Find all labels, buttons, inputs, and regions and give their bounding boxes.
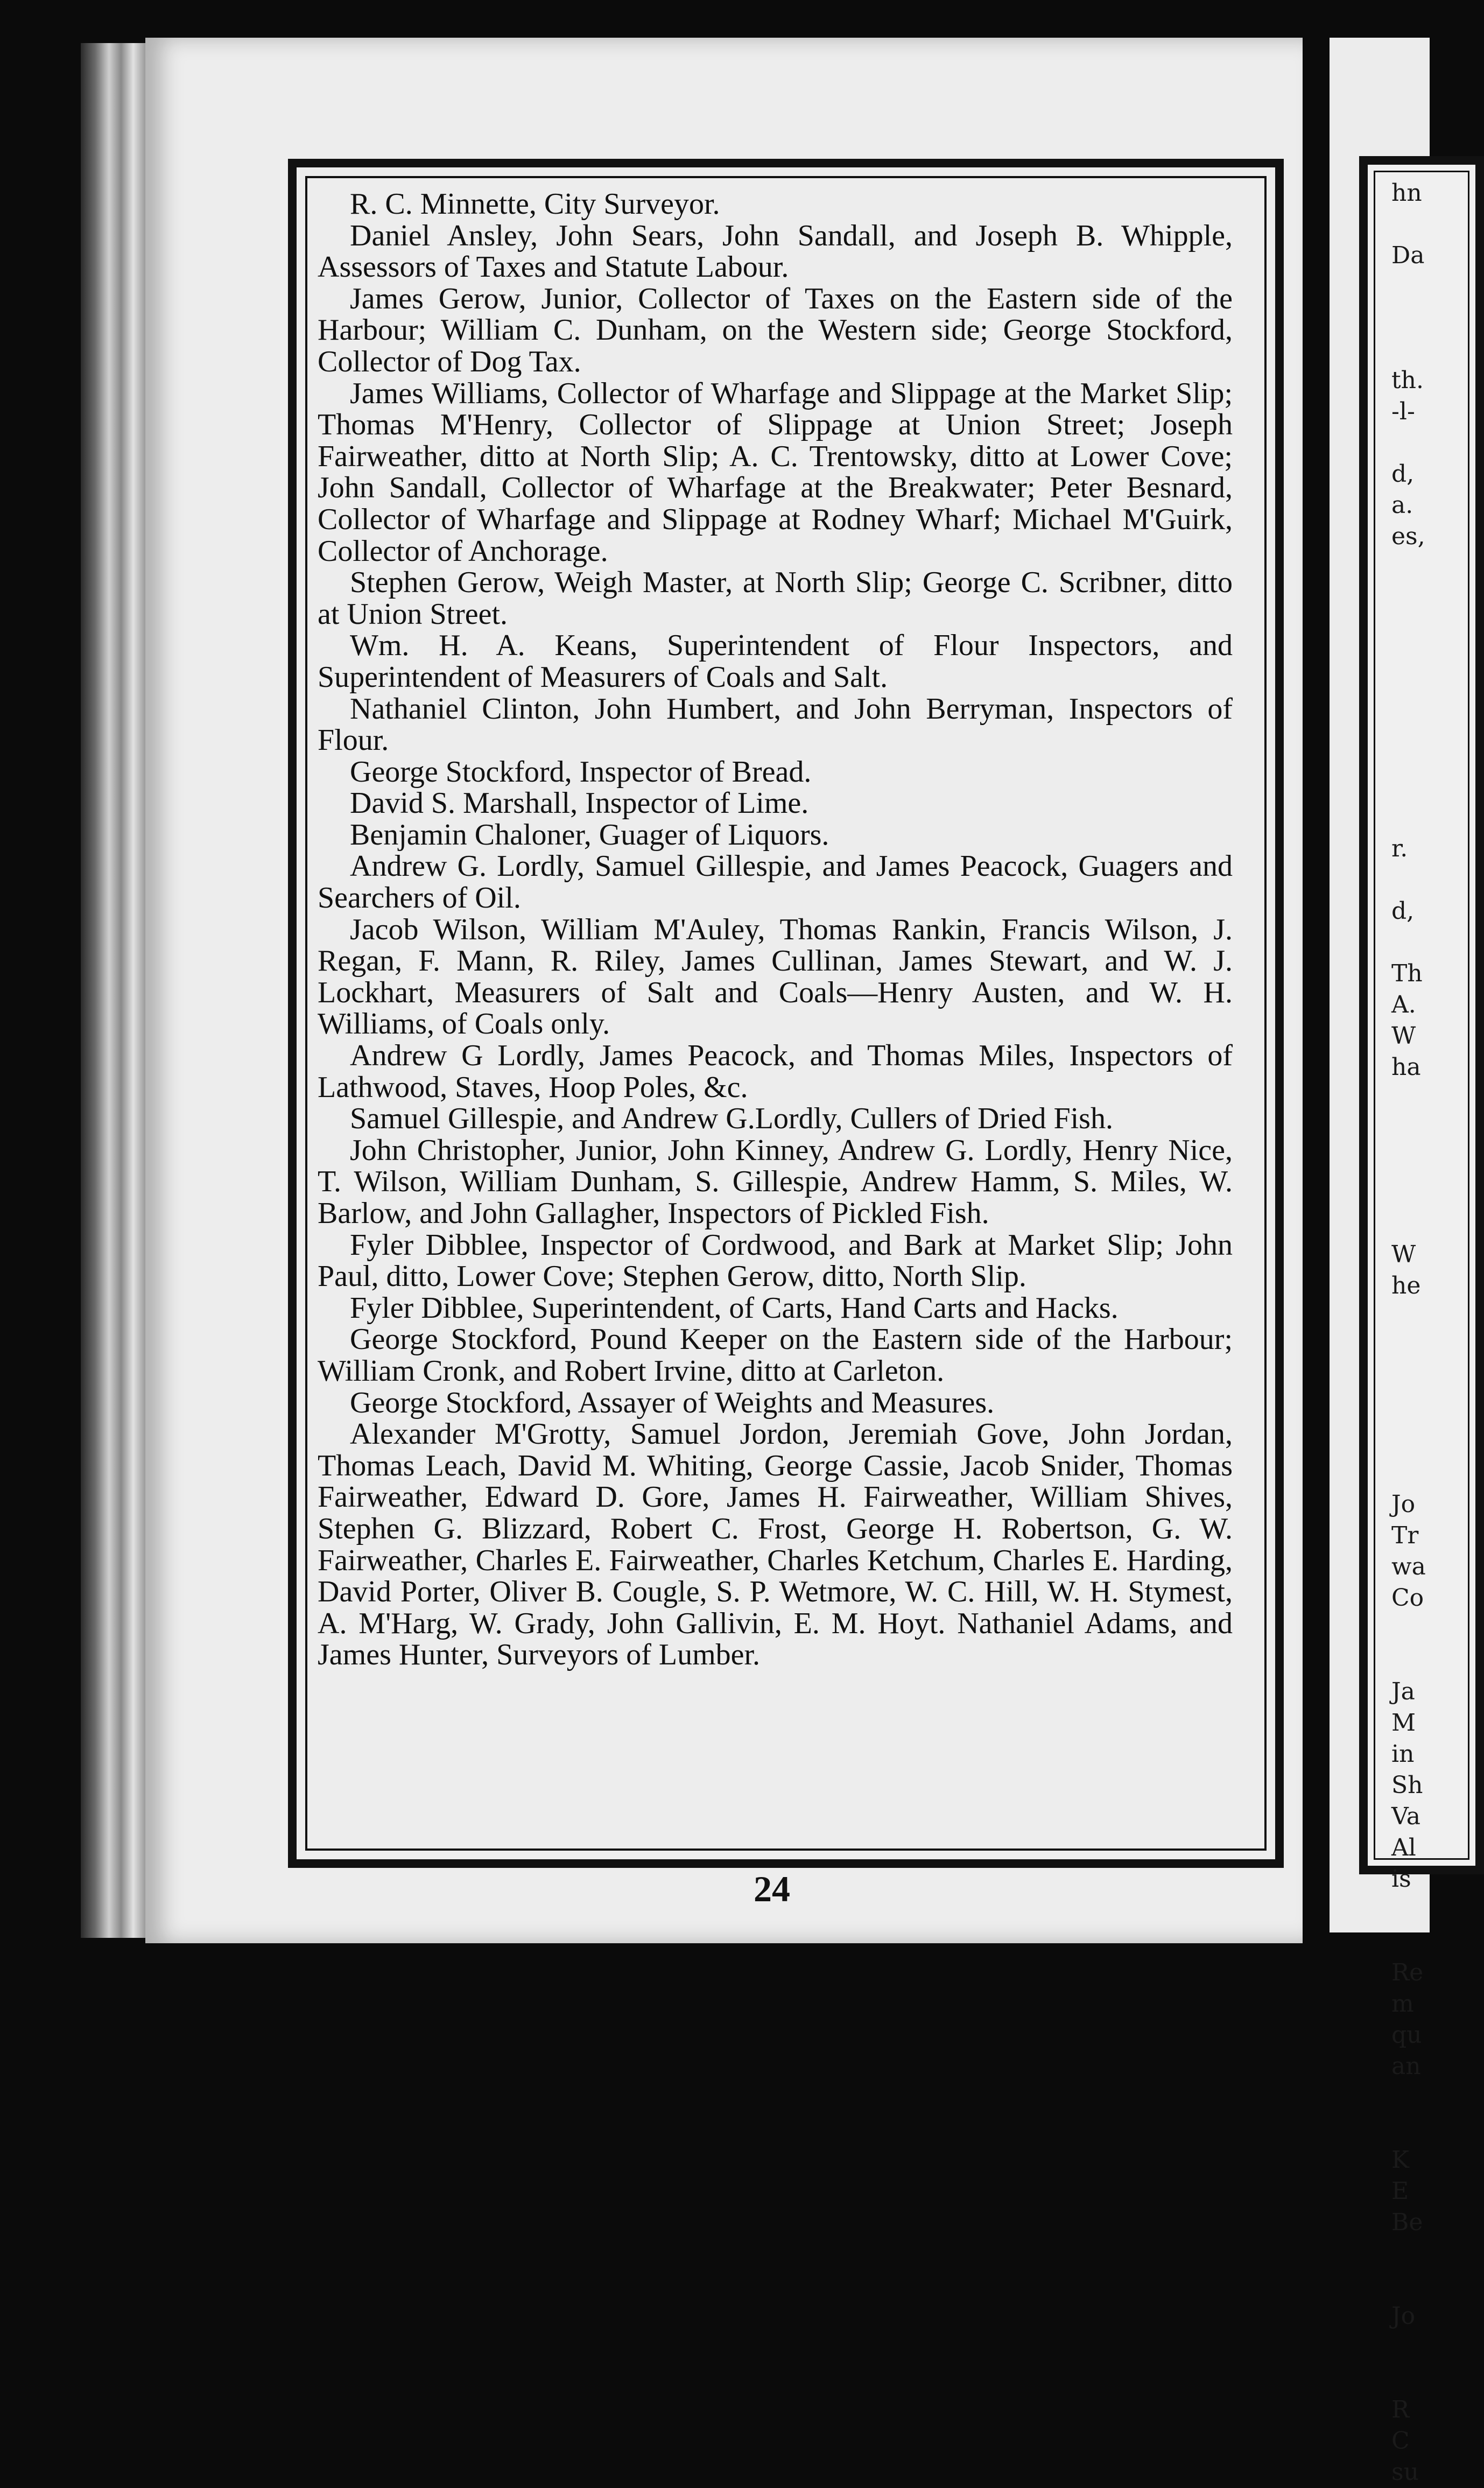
list-entry: Andrew G Lordly, James Peacock, and Thomas Miles, Inspectors of Lathwood, Staves, Hoop Poles, &c.: [318, 1039, 1233, 1104]
list-entry: Benjamin Chaloner, Guager of Liquors.: [350, 818, 829, 852]
list-entry: Samuel Gillespie, and Andrew G.Lordly, Cullers of Dried Fish.: [350, 1102, 1113, 1136]
list-entry: Andrew G. Lordly, Samuel Gillespie, and James Peacock, Guagers and Searchers of Oil.: [318, 849, 1233, 915]
list-entry: Fyler Dibblee, Inspector of Cordwood, and Bark at Market Slip; John Paul, ditto, Lower Cove; Stephen Gerow, ditto, North Slip.: [318, 1228, 1233, 1294]
list-entry: Jacob Wilson, William M'Auley, Thomas Rankin, Francis Wilson, J. Regan, F. Mann, R. Riley, James Cullinan, James Stewart, and W. J. Lockhart, Measurers of Salt and Coals—Henry Austen, and W. H. Williams, of Coals only.: [318, 912, 1233, 1041]
list-entry: Fyler Dibblee, Superintendent, of Carts, Hand Carts and Hacks.: [350, 1291, 1119, 1325]
list-entry: James Williams, Collector of Wharfage and Slippage at the Market Slip; Thomas M'Henry, Collector of Slippage at Union Street; Joseph Fairweather, ditto at North Slip; A. C. Trentowsky, ditto at Lower Cove; John Sandall, Collector of Wharfage at the Breakwater; Peter Besnard, Collector of Wharfage and Slippage at Rodney Wharf; Michael M'Guirk, Collector of Anchorage.: [318, 376, 1233, 568]
list-entry: R. C. Minnette, City Surveyor.: [350, 187, 720, 221]
list-entry: George Stockford, Pound Keeper on the Eastern side of the Harbour; William Cronk, and Robert Irvine, ditto at Carleton.: [318, 1323, 1233, 1388]
list-entry: David S. Marshall, Inspector of Lime.: [350, 786, 809, 820]
adjacent-page-text: hn Da th. -l- d, a. es, r. d, Th A. W ha W he Jo Tr wa Co Ja M in Sh Va Al is Re m qu an K E Be Jo R C su: [1391, 179, 1426, 2486]
list-entry: Alexander M'Grotty, Samuel Jordon, Jeremiah Gove, John Jordan, Thomas Leach, David M. Whiting, George Cassie, Jacob Snider, Thomas Fairweather, Edward D. Gore, James H. Fairweather, William Shives, Stephen G. Blizzard, Robert C. Frost, George H. Robertson, G. W. Fairweather, Charles E. Fairweather, Charles Ketchum, Charles E. Harding, David Porter, Oliver B. Cougle, S. P. Wetmore, W. C. Hill, W. H. Stymest, A. M'Harg, W. Grady, John Gallivin, E. M. Hoyt. Nathaniel Adams, and James Hunter, Surveyors of Lumber.: [318, 1417, 1233, 1672]
page-number: 24: [754, 1868, 790, 1909]
list-entry: Daniel Ansley, John Sears, John Sandall, and Joseph B. Whipple, Assessors of Taxes and Statute Labour.: [318, 219, 1233, 284]
list-entry: Wm. H. A. Keans, Superintendent of Flour Inspectors, and Superintendent of Measurers of Coals and Salt.: [318, 629, 1233, 694]
list-entry: John Christopher, Junior, John Kinney, Andrew G. Lordly, Henry Nice, T. Wilson, William Dunham, S. Gillespie, Andrew Hamm, S. Miles, W. Barlow, and John Gallagher, Inspectors of Pickled Fish.: [318, 1133, 1233, 1230]
list-entry: James Gerow, Junior, Collector of Taxes on the Eastern side of the Harbour; William C. Dunham, on the Western side; George Stockford, Collector of Dog Tax.: [318, 282, 1233, 378]
list-entry: Nathaniel Clinton, John Humbert, and John Berryman, Inspectors of Flour.: [318, 692, 1233, 757]
list-entry: George Stockford, Assayer of Weights and Measures.: [350, 1386, 995, 1419]
officials-list: [318, 188, 1233, 1825]
list-entry: Stephen Gerow, Weigh Master, at North Slip; George C. Scribner, ditto at Union Street.: [318, 566, 1233, 631]
list-entry: George Stockford, Inspector of Bread.: [350, 755, 812, 789]
